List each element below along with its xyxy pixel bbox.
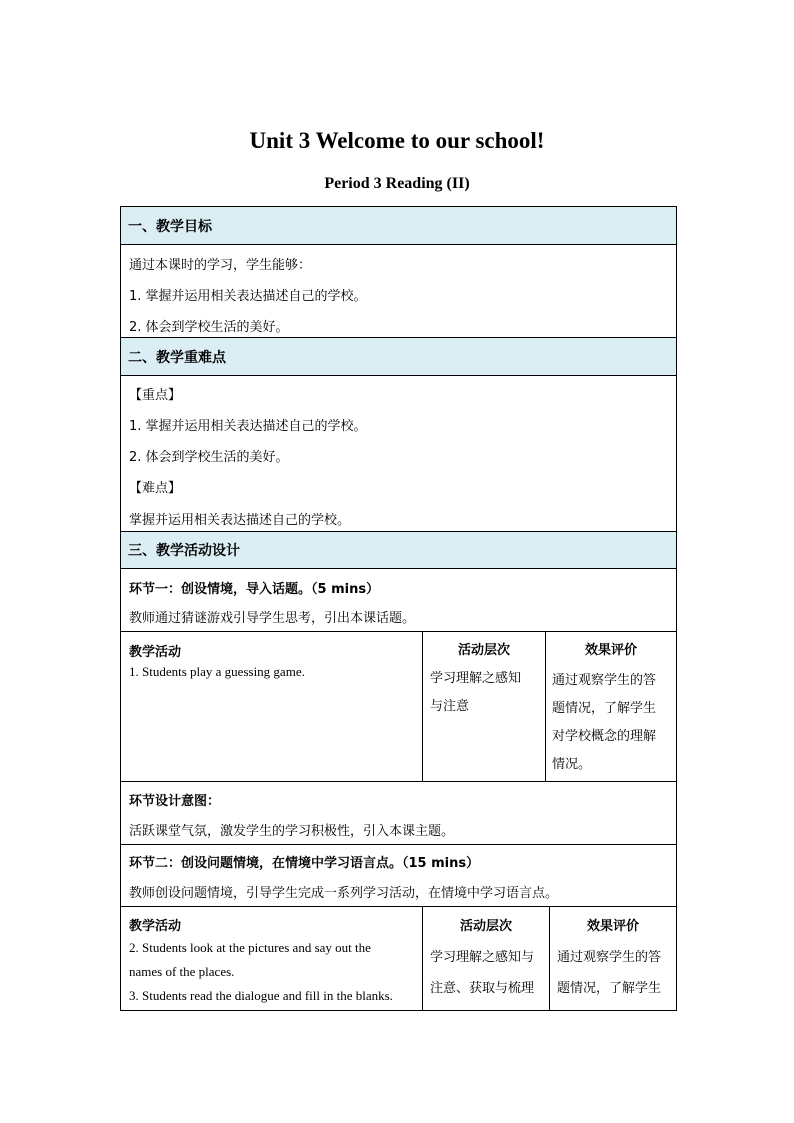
document-subtitle: Period 3 Reading (II) (324, 175, 470, 192)
stage1-evaluation-cell: 通过观察学生的答 题情况，了解学生 对学校概念的理解 情况。 (552, 673, 657, 772)
stage1-description: 教师通过猜谜游戏引导学生思考，引出本课话题。 (129, 611, 416, 626)
lesson-plan-table (120, 206, 677, 1011)
stage2-col-activity: 教学活动 (129, 919, 182, 934)
focus-item: 2. 体会到学校生活的美好。 (129, 450, 289, 465)
stage1-intent-label: 环节设计意图： (129, 794, 221, 809)
stage2-col-evaluation: 效果评价 (586, 919, 639, 934)
stage2-activity-item: 3. Students read the dialogue and fill in the blanks. (129, 988, 393, 1003)
focus-item: 1. 掌握并运用相关表达描述自己的学校。 (129, 419, 367, 434)
stage1-col-activity: 教学活动 (129, 645, 182, 660)
difficulty-text: 掌握并运用相关表达描述自己的学校。 (129, 513, 351, 528)
stage2-activity-item: names of the places. (129, 964, 235, 979)
focus-label: 【重点】 (129, 388, 182, 403)
stage1-activity-item: 1. Students play a guessing game. (129, 664, 305, 679)
section-heading-key-points: 二、教学重难点 (121, 338, 676, 376)
stage1-title: 环节一：创设情境，导入话题。（5 mins） (129, 582, 380, 597)
divider (121, 844, 676, 845)
stage2-col-level: 活动层次 (459, 919, 512, 934)
stage2-activity-item: 2. Students look at the pictures and say out the (129, 940, 371, 955)
stage2-description: 教师创设问题情境，引导学生完成一系列学习活动，在情境中学习语言点。 (129, 886, 559, 901)
divider (121, 631, 676, 632)
section-heading-design: 三、教学活动设计 (121, 532, 676, 569)
stage1-col-level: 活动层次 (457, 643, 510, 658)
difficulty-label: 【难点】 (129, 481, 182, 496)
objective-item: 1. 掌握并运用相关表达描述自己的学校。 (129, 289, 367, 304)
objectives-intro: 通过本课时的学习，学生能够： (129, 258, 312, 273)
divider (121, 906, 676, 907)
stage1-col-evaluation: 效果评价 (584, 643, 637, 658)
stage2-title: 环节二：创设问题情境，在情境中学习语言点。（15 mins） (129, 856, 480, 871)
divider (121, 781, 676, 782)
stage1-intent-text: 活跃课堂气氛，激发学生的学习积极性，引入本课主题。 (129, 824, 455, 839)
section-heading-objectives: 一、教学目标 (121, 207, 676, 245)
stage2-evaluation-cell: 通过观察学生的答 题情况，了解学生 (557, 950, 662, 996)
stage1-level-cell: 学习理解之感知 与注意 (430, 671, 522, 714)
stage2-level-cell: 学习理解之感知与 注意、获取与梳理 (430, 950, 535, 996)
document-title: Unit 3 Welcome to our school! (249, 128, 545, 153)
objective-item: 2. 体会到学校生活的美好。 (129, 320, 289, 335)
